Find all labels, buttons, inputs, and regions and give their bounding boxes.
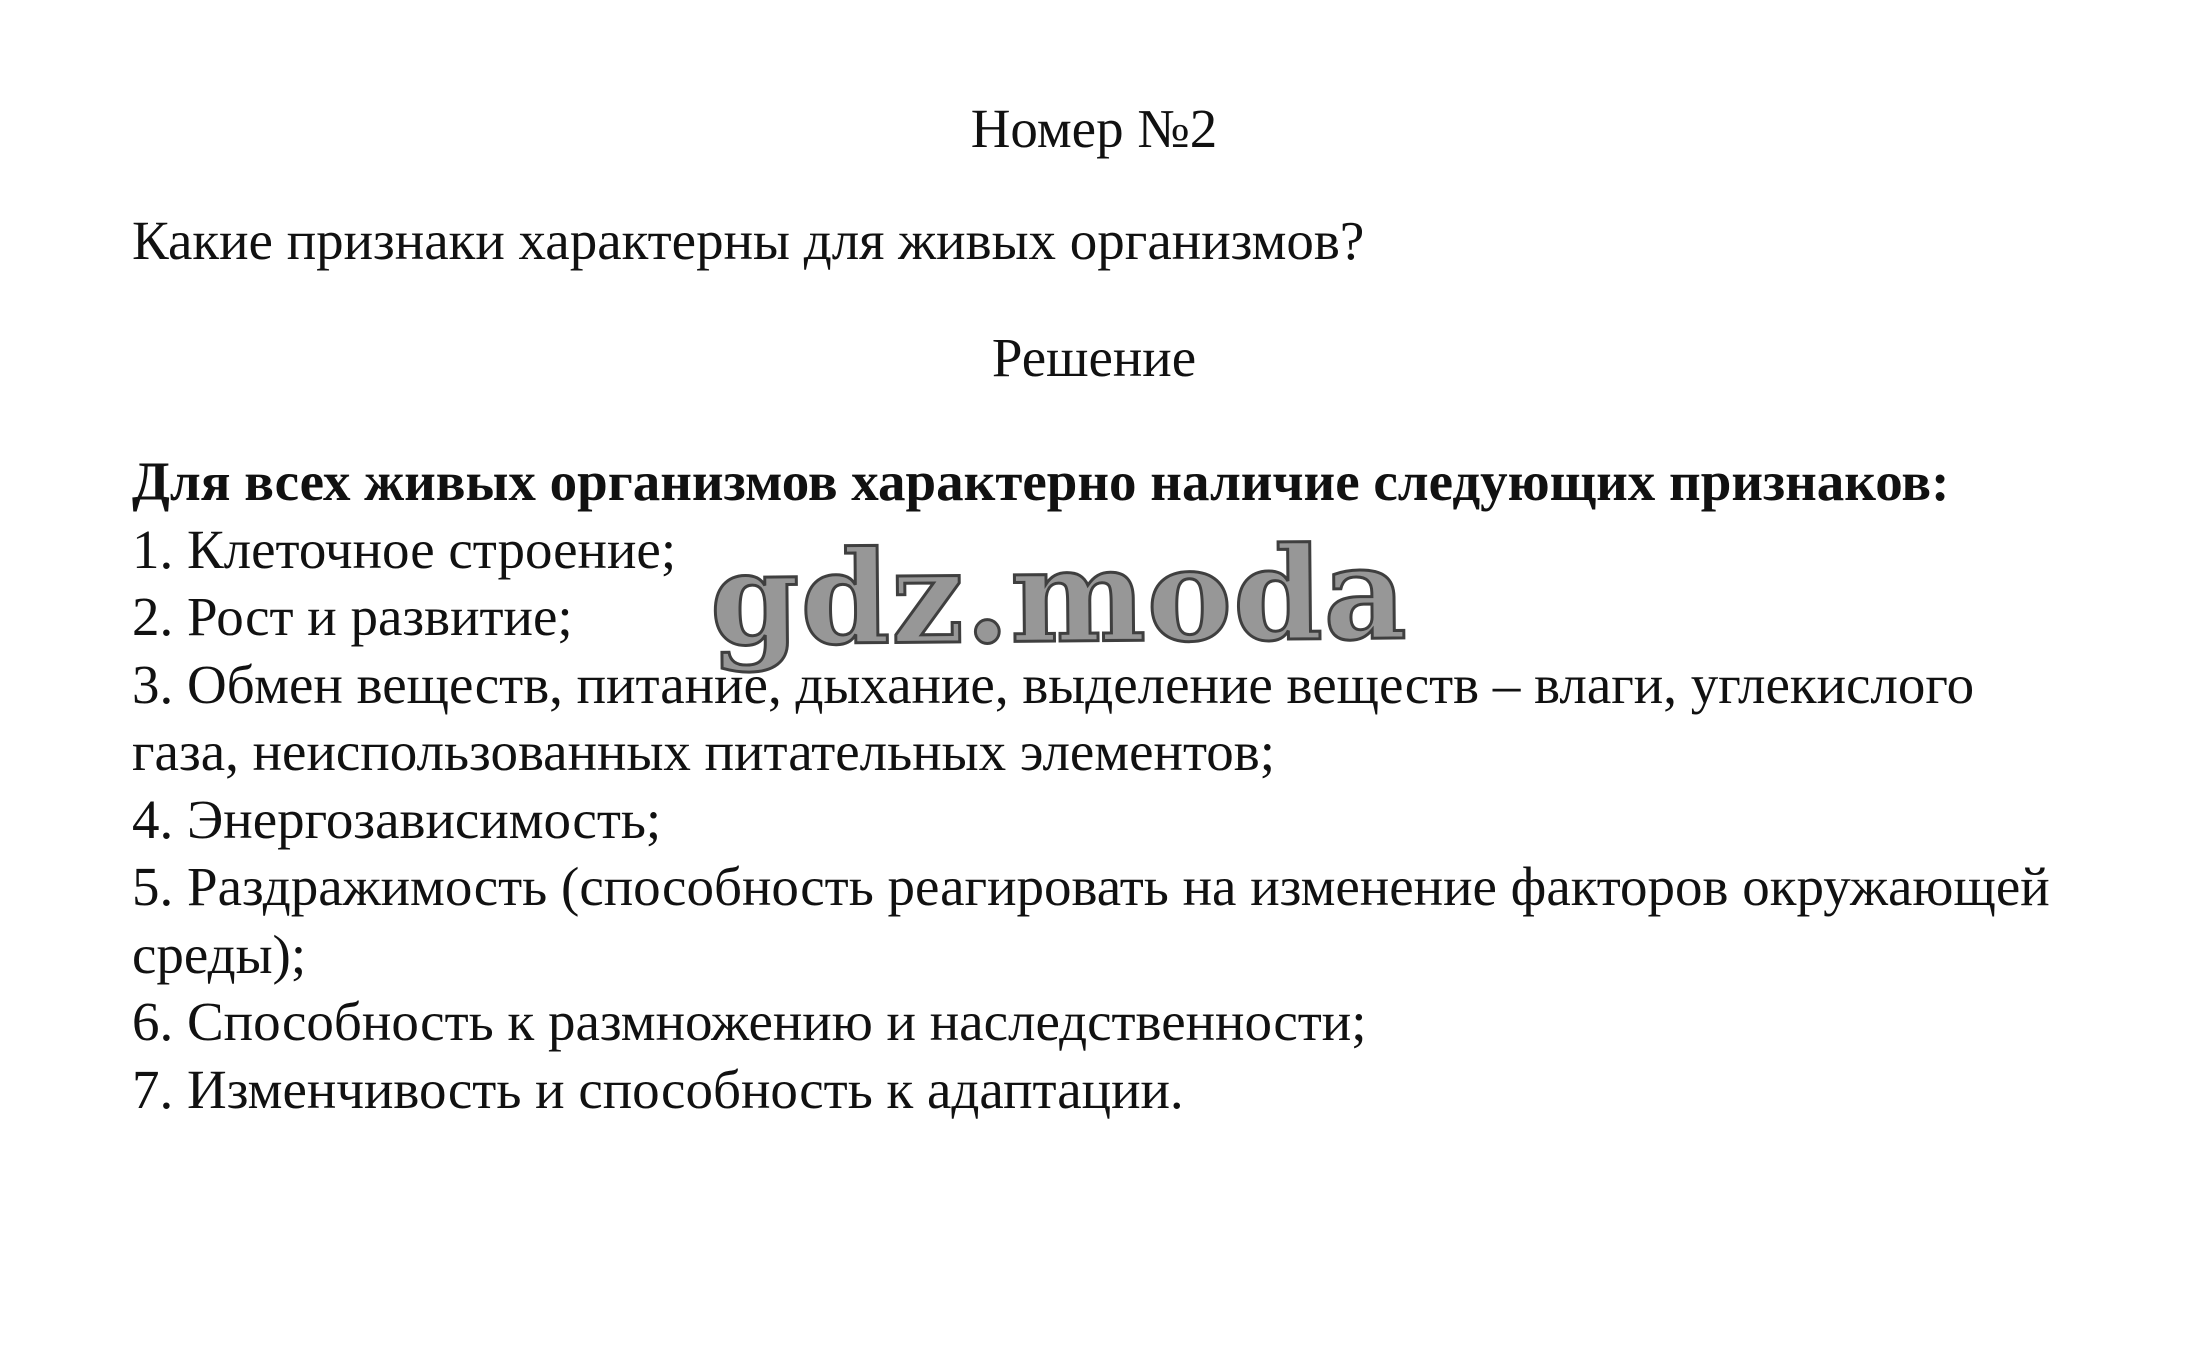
list-item-1: 1. Клеточное строение; xyxy=(132,518,677,580)
watermark-logo: gdz.moda xyxy=(709,518,1409,676)
question-text: Какие признаки характерны для живых организмов? xyxy=(132,210,1365,271)
list-item-2: 2. Рост и развитие; xyxy=(132,586,573,647)
list-item-7: 7. Изменчивость и способность к адаптации. xyxy=(132,1058,1184,1120)
list-item-5: 5. Раздражимость (способность реагировать на изменение факторов окружающей среды); xyxy=(132,856,2050,985)
solution-label: Решение xyxy=(991,327,1197,388)
list-item-4: 4. Энергозависимость; xyxy=(132,788,662,850)
list-item-6: 6. Способность к размножению и наследственности; xyxy=(132,991,1367,1052)
answer-intro: Для всех живых организмов характерно наличие следующих признаков: xyxy=(132,451,1950,512)
list-item-3: 3. Обмен веществ, питание, дыхание, выделение веществ – влаги, углекислого газа, неиспользованных питательных элементов; xyxy=(132,653,1975,782)
page-title: Номер №2 xyxy=(970,98,1218,159)
